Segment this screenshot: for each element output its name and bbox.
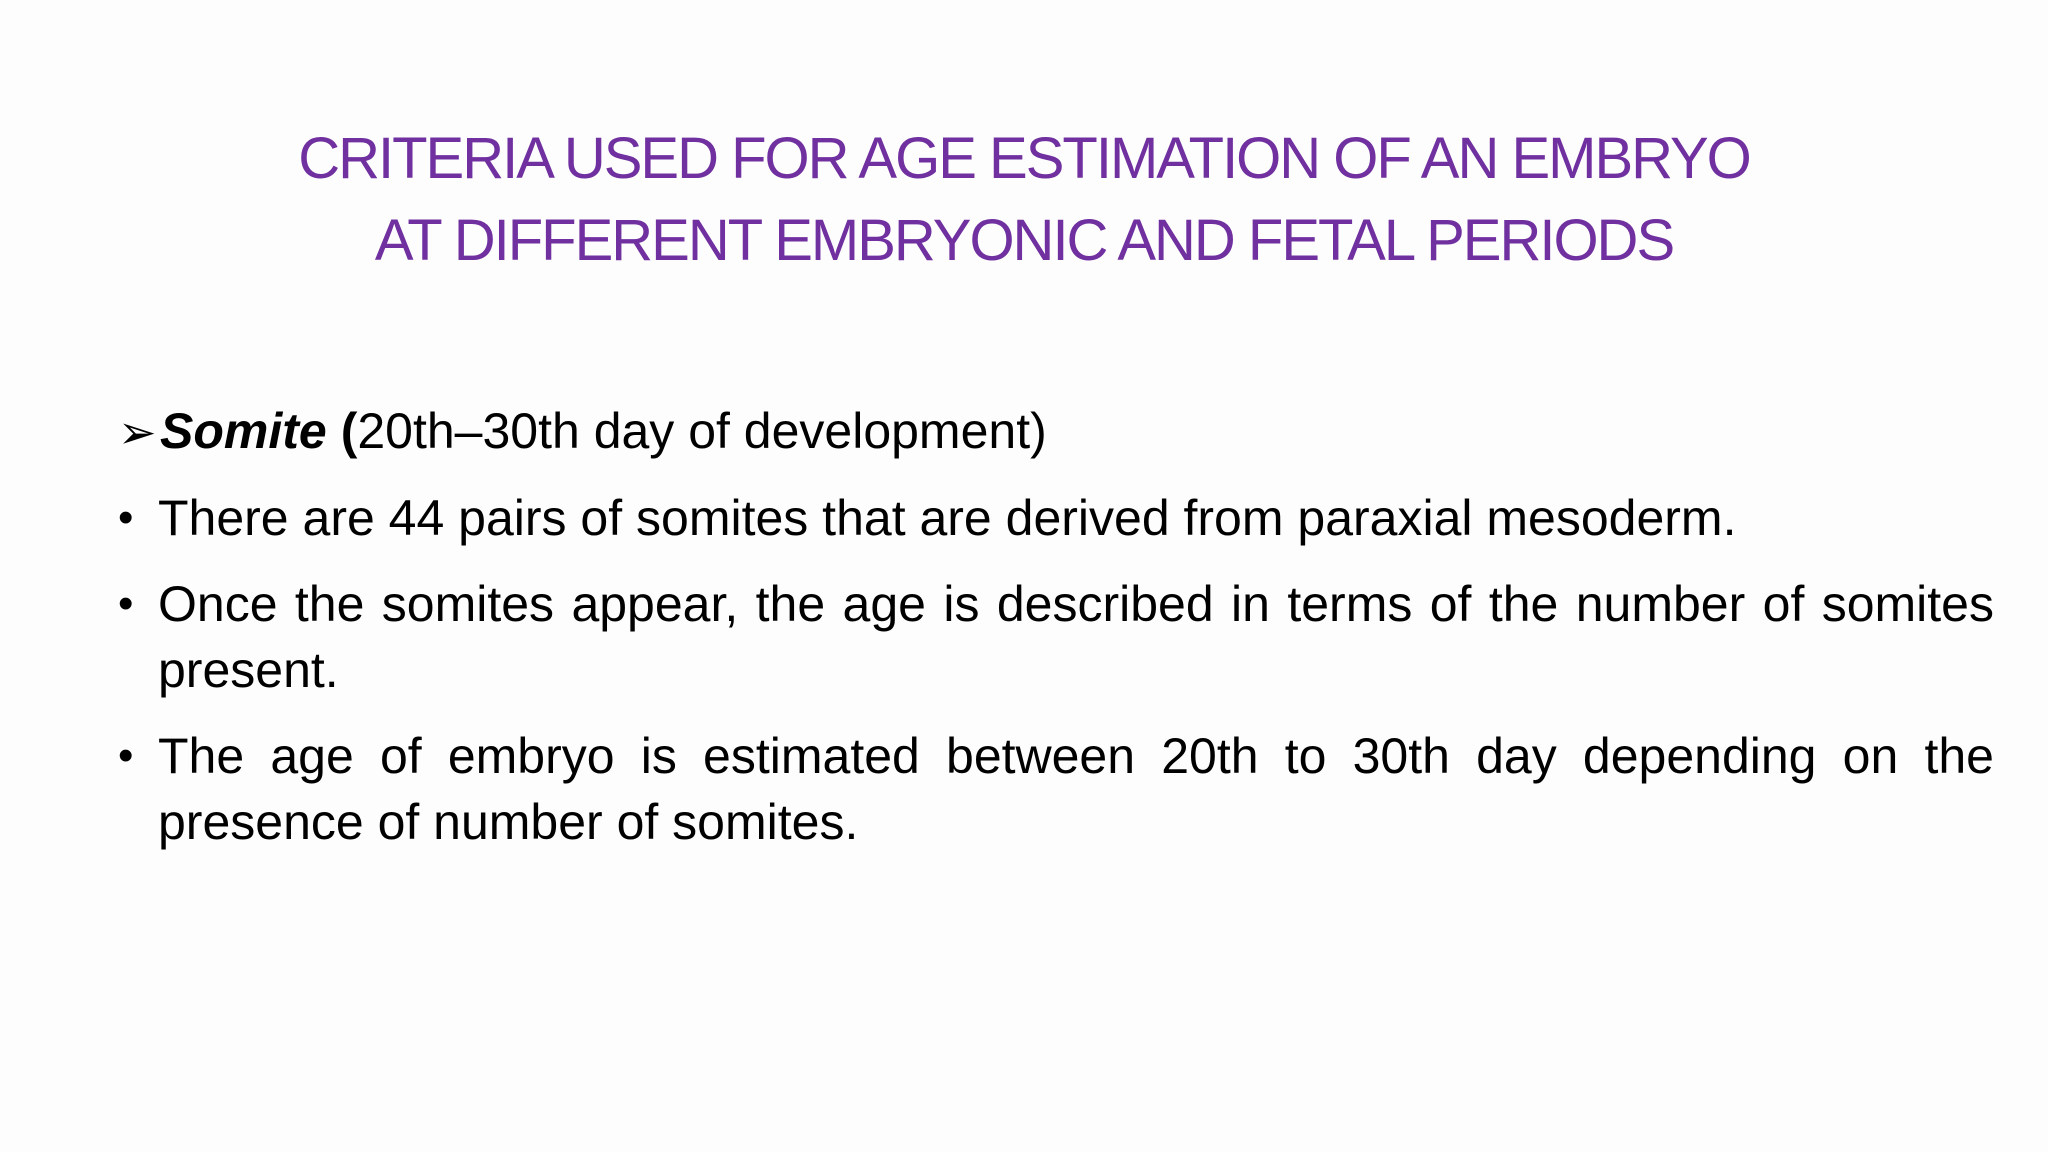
bullet-item: [118, 723, 1994, 855]
heading-detail: 20th–30th day of development): [357, 403, 1047, 459]
slide-title-line-1: CRITERIA USED FOR AGE ESTIMATION OF AN EMBRYO: [298, 126, 1750, 191]
heading-paren-open: (: [340, 403, 358, 459]
slide-content: [118, 398, 1994, 875]
bullet-dot-icon: •: [118, 579, 134, 628]
bullet-dot-icon: •: [118, 731, 134, 780]
bullet-item: [118, 571, 1994, 703]
bullet-text: There are 44 pairs of somites that are derived from paraxial mesoderm.: [158, 490, 1737, 546]
bullet-dot-icon: •: [118, 493, 134, 542]
bullet-text: The age of embryo is estimated between 20th to 30th day depending on the presence of number of somites.: [158, 728, 1994, 850]
bullet-text: Once the somites appear, the age is described in terms of the number of somites present.: [158, 576, 1994, 698]
section-heading: [118, 398, 1994, 465]
arrowhead-bullet-icon: ➢: [118, 406, 157, 458]
heading-term: Somite: [160, 403, 327, 459]
bullet-list: [118, 485, 1994, 855]
slide-title-line-2: AT DIFFERENT EMBRYONIC AND FETAL PERIODS: [374, 208, 1674, 273]
slide-title: [0, 118, 2048, 282]
bullet-item: [118, 485, 1994, 551]
